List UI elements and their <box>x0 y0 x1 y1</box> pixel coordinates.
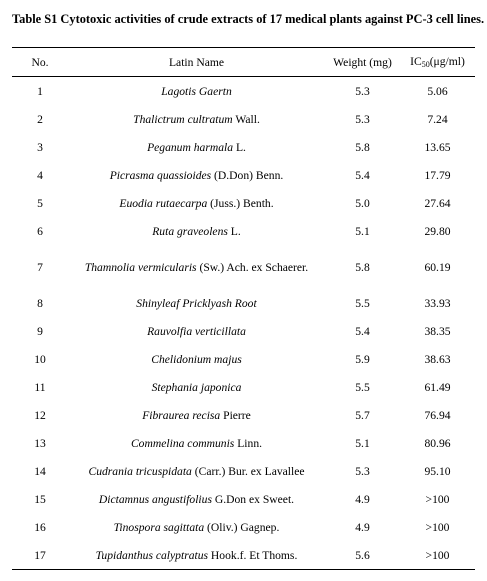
row-ic50: >100 <box>425 492 450 506</box>
row-ic50: 38.63 <box>424 352 451 366</box>
row-ic50: 33.93 <box>424 296 451 310</box>
latin-name-italic: Rauvolfia verticillata <box>147 324 246 338</box>
row-latin-name <box>68 133 325 161</box>
latin-name-authority: L. <box>233 140 246 154</box>
header-row <box>12 48 475 76</box>
cytotoxicity-table-body <box>12 77 475 569</box>
table-row <box>12 317 475 345</box>
row-weight: 5.1 <box>355 436 370 450</box>
row-no: 9 <box>37 324 43 338</box>
latin-name-authority: (Sw.) Ach. ex Schaerer. <box>196 260 309 274</box>
row-ic50: >100 <box>425 520 450 534</box>
row-no: 15 <box>34 492 46 506</box>
latin-name-authority: Hook.f. Et Thoms. <box>208 548 298 562</box>
row-latin-name <box>68 457 325 485</box>
table-row <box>12 373 475 401</box>
table-row <box>12 133 475 161</box>
row-no: 7 <box>37 260 43 274</box>
row-ic50: 38.35 <box>424 324 451 338</box>
latin-name-authority: Wall. <box>232 112 260 126</box>
row-ic50: 80.96 <box>424 436 451 450</box>
latin-name-italic: Stephania japonica <box>151 380 242 394</box>
cytotoxicity-table <box>12 48 475 76</box>
row-latin-name <box>68 105 325 133</box>
table-row <box>12 401 475 429</box>
latin-name-authority: L. <box>227 224 241 238</box>
row-ic50: >100 <box>425 548 450 562</box>
table-row <box>12 429 475 457</box>
row-ic50: 5.06 <box>427 84 448 98</box>
table-row <box>12 189 475 217</box>
row-weight: 4.9 <box>355 520 370 534</box>
row-no: 6 <box>37 224 43 238</box>
row-latin-name <box>68 513 325 541</box>
header-ic50-subscript: 50 <box>421 60 430 69</box>
row-ic50: 7.24 <box>427 112 448 126</box>
row-ic50: 13.65 <box>424 140 451 154</box>
row-no: 3 <box>37 140 43 154</box>
bottom-rule <box>12 569 475 570</box>
latin-name-italic: Chelidonium majus <box>151 352 242 366</box>
latin-name-authority: (Juss.) Benth. <box>207 196 274 210</box>
table-row <box>12 161 475 189</box>
row-latin-name <box>68 401 325 429</box>
row-no: 10 <box>34 352 46 366</box>
latin-name-authority: Linn. <box>234 436 263 450</box>
latin-name-italic: Ruta graveolens <box>152 224 228 238</box>
table-caption: Table S1 Cytotoxic activities of crude extracts of 17 medical plants against PC-3 cell lines. <box>12 12 485 26</box>
row-weight: 5.3 <box>355 464 370 478</box>
row-latin-name <box>68 189 325 217</box>
row-weight: 5.5 <box>355 296 370 310</box>
row-weight: 5.4 <box>355 324 370 338</box>
header-no: No. <box>31 55 49 69</box>
latin-name-italic: Tinospora sagittata <box>113 520 205 534</box>
table-row <box>12 245 475 289</box>
row-ic50: 27.64 <box>424 196 451 210</box>
latin-name-italic: Cudrania tricuspidata <box>88 464 192 478</box>
row-weight: 5.3 <box>355 112 370 126</box>
header-ic50 <box>400 48 475 76</box>
row-latin-name <box>68 345 325 373</box>
table-row <box>12 541 475 569</box>
table-row <box>12 77 475 105</box>
row-latin-name <box>68 77 325 105</box>
row-latin-name <box>68 317 325 345</box>
row-no: 14 <box>34 464 46 478</box>
row-no: 16 <box>34 520 46 534</box>
header-latin-name: Latin Name <box>168 55 225 69</box>
row-weight: 5.4 <box>355 168 370 182</box>
row-no: 17 <box>34 548 46 562</box>
latin-name-italic: Tupidanthus calyptratus <box>95 548 209 562</box>
latin-name-italic: Lagotis Gaertn <box>161 84 232 98</box>
row-no: 2 <box>37 112 43 126</box>
row-weight: 5.1 <box>355 224 370 238</box>
latin-name-authority: (Carr.) Bur. ex Lavallee <box>191 464 305 478</box>
row-weight: 5.3 <box>355 84 370 98</box>
latin-name-italic: Euodia rutaecarpa <box>119 196 208 210</box>
table-row <box>12 513 475 541</box>
table-row <box>12 217 475 245</box>
latin-name-italic: Picrasma quassioides <box>109 168 212 182</box>
latin-name-authority: (Oliv.) Gagnep. <box>204 520 280 534</box>
row-ic50: 29.80 <box>424 224 451 238</box>
row-weight: 4.9 <box>355 492 370 506</box>
latin-name-italic: Fibraurea recisa <box>142 408 221 422</box>
row-weight: 5.6 <box>355 548 370 562</box>
table-row <box>12 457 475 485</box>
data-table-container <box>12 47 475 570</box>
latin-name-authority: Pierre <box>220 408 251 422</box>
row-latin-name <box>68 161 325 189</box>
row-weight: 5.9 <box>355 352 370 366</box>
header-ic50-prefix: IC <box>410 55 422 68</box>
latin-name-italic: Commelina communis <box>130 436 235 450</box>
latin-name-authority: G.Don ex Sweet. <box>211 492 295 506</box>
table-row <box>12 345 475 373</box>
latin-name-italic: Thamnolia vermicularis <box>84 260 197 274</box>
row-latin-name <box>68 541 325 569</box>
row-no: 12 <box>34 408 46 422</box>
row-ic50: 95.10 <box>424 464 451 478</box>
table-row <box>12 105 475 133</box>
row-latin-name <box>68 289 325 317</box>
row-weight: 5.5 <box>355 380 370 394</box>
row-latin-name <box>68 485 325 513</box>
row-weight: 5.0 <box>355 196 370 210</box>
latin-name-italic: Peganum harmala <box>147 140 234 154</box>
row-no: 4 <box>37 168 43 182</box>
row-no: 8 <box>37 296 43 310</box>
row-weight: 5.7 <box>355 408 370 422</box>
row-no: 5 <box>37 196 43 210</box>
row-ic50: 61.49 <box>424 380 451 394</box>
row-latin-name <box>68 217 325 245</box>
latin-name-italic: Shinyleaf Pricklyash Root <box>136 296 257 310</box>
latin-name-authority: (D.Don) Benn. <box>211 168 284 182</box>
latin-name-italic: Thalictrum cultratum <box>133 112 233 126</box>
row-latin-name <box>68 429 325 457</box>
latin-name-italic: Dictamnus angustifolius <box>98 492 212 506</box>
row-no: 13 <box>34 436 46 450</box>
row-latin-name <box>68 373 325 401</box>
row-ic50: 17.79 <box>424 168 451 182</box>
table-row <box>12 289 475 317</box>
table-row <box>12 485 475 513</box>
header-weight: Weight (mg) <box>333 55 392 69</box>
row-ic50: 60.19 <box>424 260 451 274</box>
row-ic50: 76.94 <box>424 408 451 422</box>
row-weight: 5.8 <box>355 260 370 274</box>
row-no: 11 <box>34 380 46 394</box>
row-weight: 5.8 <box>355 140 370 154</box>
row-no: 1 <box>37 84 43 98</box>
row-latin-name <box>68 245 325 289</box>
header-ic50-unit: (μg/ml) <box>429 55 465 68</box>
